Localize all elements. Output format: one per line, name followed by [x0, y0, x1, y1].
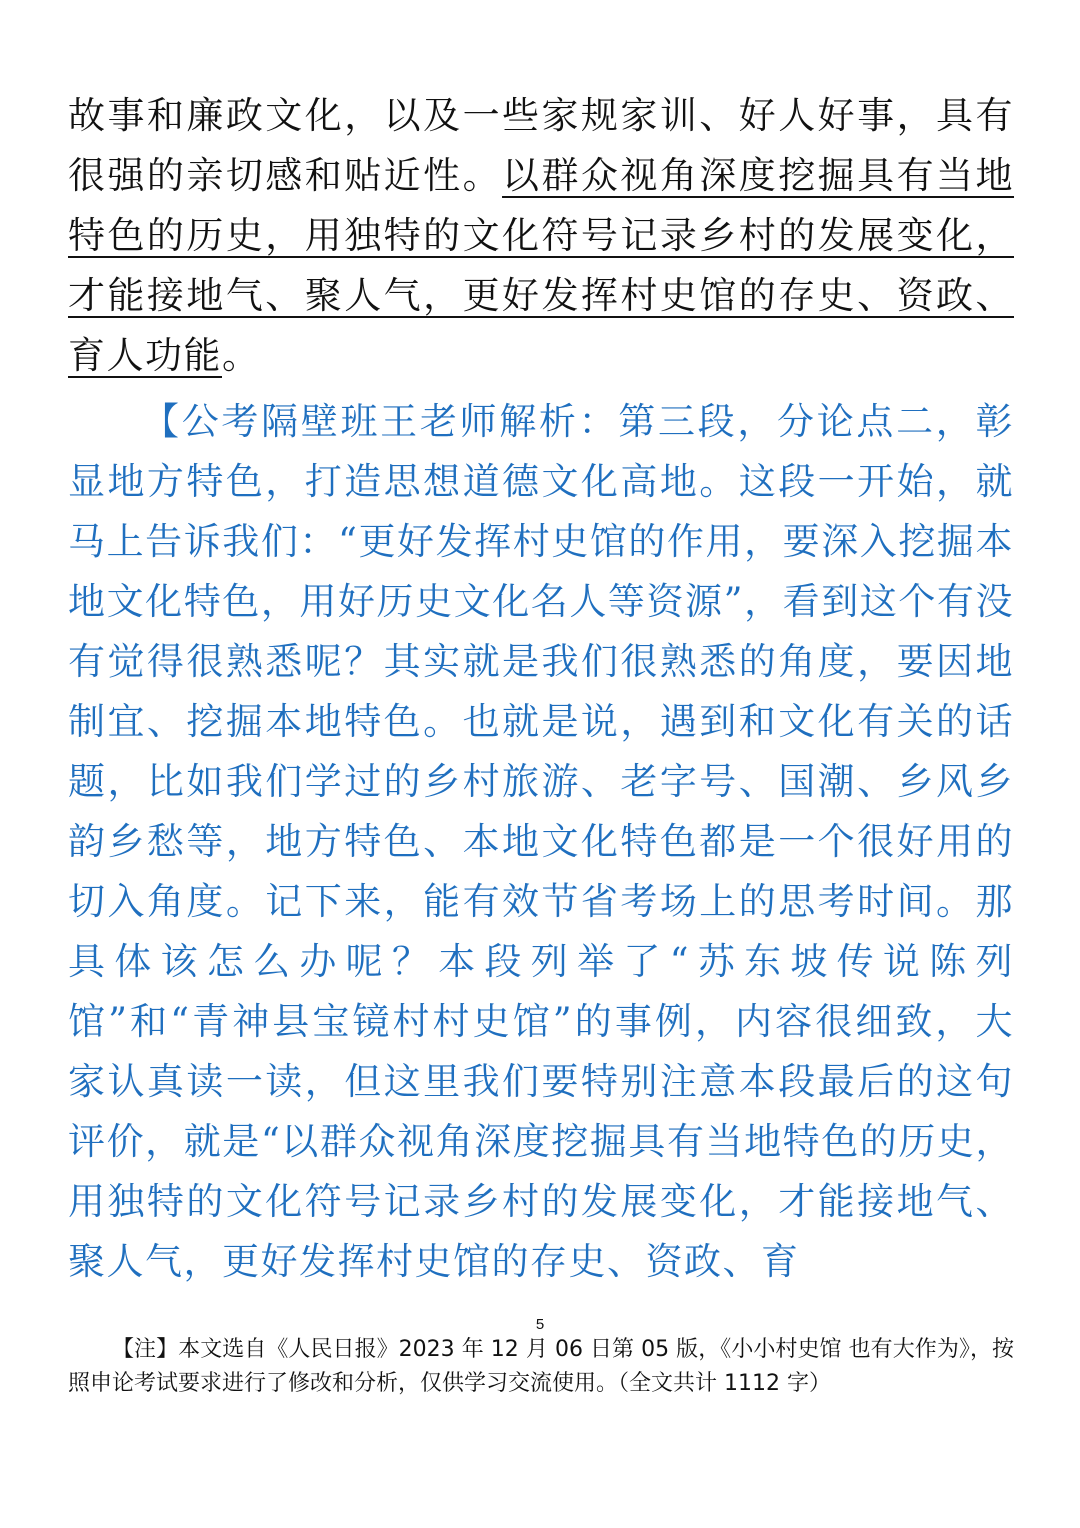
- page-number: 5: [535, 1316, 545, 1333]
- paragraph-period: 。: [222, 334, 261, 377]
- teacher-analysis: 【公考隔壁班王老师解析：第三段，分论点二，彰显地方特色，打造思想道德文化高地。这段一开始，就马上告诉我们：“更好发挥村史馆的作用，要深入挖掘本地文化特色，用好历史文化名人等资源”，看到这个有没有觉得很熟悉呢？其实就是我们很熟悉的角度，要因地制宜、挖掘本地特色。也就是说，遇到和文化有关的话题，比如我们学过的乡村旅游、老字号、国潮、乡风乡韵乡愁等，地方特色、本地文化特色都是一个很好用的切入角度。记下来，能有效节省考场上的思考时间。那具体该怎么办呢？本段列举了“苏东坡传说陈列馆”和“青神县宝镜村村史馆”的事例，内容很细致，大家认真读一读，但这里我们要特别注意本段最后的这句评价，就是“以群众视角深度挖掘具有当地特色的历史，用独特的文化符号记录乡村的发展变化，才能接地气、聚人气，更好发挥村史馆的存史、资政、育: [68, 400, 1014, 1283]
- paragraph-text: 故事和廉政文化，以及一些家规家训、好人好事，具有很强的亲切感和贴近性。: [68, 94, 1014, 197]
- footnote: 【注】本文选自《人民日报》2023 年 12 月 06 日第 05 版，《小小村史馆 也有大作为》，按照申论考试要求进行了修改和分析，仅供学习交流使用。（全文共计 1112 字）: [68, 1337, 1014, 1396]
- underlined-conclusion: 以群众视角深度挖掘具有当地特色的历史，用独特的文化符号记录乡村的发展变化，才能接地气、聚人气，更好发挥村史馆的存史、资政、育人功能: [68, 154, 1015, 377]
- document-body: [68, 86, 1014, 1292]
- body-paragraph: [68, 86, 1014, 386]
